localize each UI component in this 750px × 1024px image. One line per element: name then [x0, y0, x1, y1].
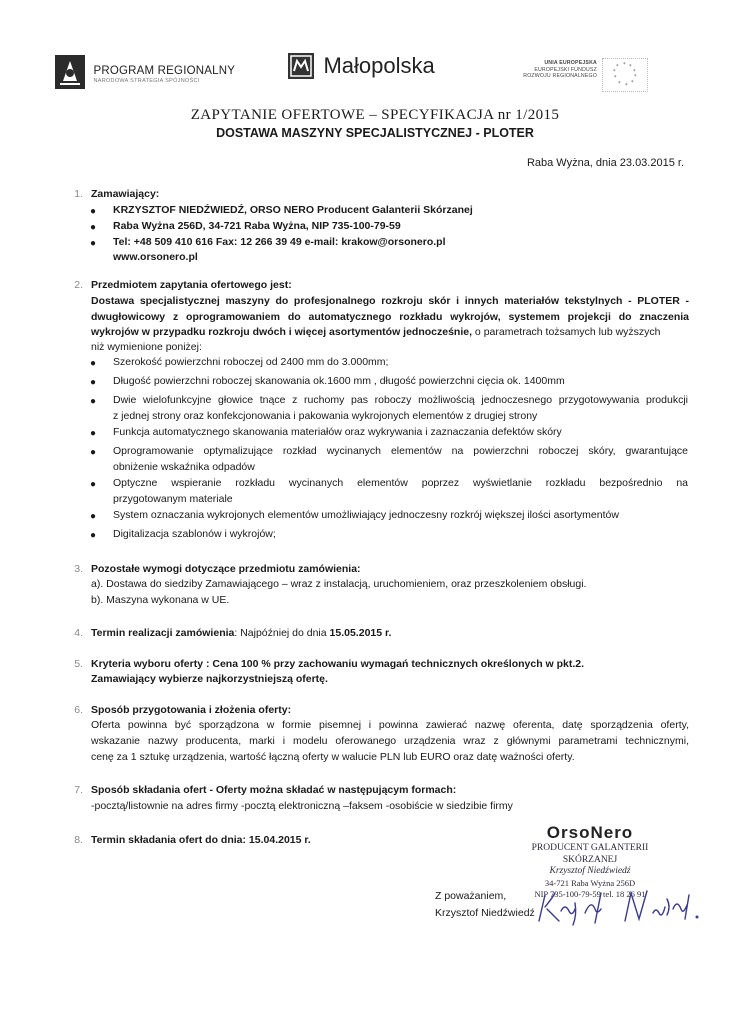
section-number: 2.: [74, 279, 83, 291]
bullet-icon: ●: [90, 222, 97, 233]
s2-bullet: System oznaczania wykrojonych elementów umożliwiający jednoczesny rozkrój większej ilości asortymentów: [113, 509, 619, 521]
section-4-line: [91, 626, 391, 642]
stamp-line: Krzysztof Niedźwiedź: [549, 866, 631, 876]
program-regionalny-title: PROGRAM REGIONALNY: [93, 65, 236, 77]
svg-text:*: *: [633, 69, 636, 75]
section-6-line: cenę za 1 sztukę urządzenia, wartość łączną oferty w walucie PLN lub EURO oraz datę ważności oferty.: [91, 751, 575, 763]
svg-text:*: *: [629, 64, 632, 70]
bullet-icon: ●: [90, 396, 97, 407]
s1-item: Raba Wyżna 256D, 34-721 Raba Wyżna, NIP 735-100-79-59: [113, 220, 401, 232]
s1-www: www.orsonero.pl: [113, 251, 198, 263]
s2-line3-rest: o parametrach tożsamych lub wyższych: [472, 326, 661, 338]
s2-bullet: Długość powierzchni roboczej skanowania ok.1600 mm , długość powierzchni cięcia ok. 1400mm: [113, 375, 565, 387]
section-6-line: Oferta powinna być sporządzona w formie pisemnej i powinna zawierać nazwę oferenta, datę sporządzenia oferty,: [91, 719, 689, 731]
program-regionalny-subtitle: NARODOWA STRATEGIA SPÓJNOŚCI: [93, 78, 200, 84]
svg-text:*: *: [625, 83, 628, 89]
date-line: Raba Wyżna, dnia 23.03.2015 r.: [526, 157, 684, 169]
s1-item: KRZYSZTOF NIEDŹWIEDŹ, ORSO NERO Producent Galanterii Skórzanej: [113, 204, 473, 216]
malopolska-emblem-icon: [288, 53, 314, 79]
section-number: 6.: [74, 704, 83, 716]
section-5-line: Zamawiający wybierze najkorzystniejszą ofertę.: [91, 673, 328, 685]
bullet-icon: ●: [90, 479, 97, 490]
s1-item: Tel: +48 509 410 616 Fax: 12 266 39 49 e-mail: krakow@orsonero.pl: [113, 236, 446, 248]
eu-line3: ROZWOJU REGIONALNEGO: [523, 73, 597, 79]
s2-bullet: Szerokość powierzchni roboczej od 2400 mm do 3.000mm;: [113, 356, 389, 368]
bullet-icon: ●: [90, 358, 97, 369]
section-number: 5.: [74, 658, 83, 670]
malopolska-name: Małopolska: [323, 53, 435, 78]
svg-text:*: *: [613, 69, 616, 75]
section-4-heading: Termin realizacji zamówienia: [91, 627, 235, 639]
section-number: 8.: [74, 834, 83, 846]
svg-text:*: *: [634, 74, 637, 80]
bullet-icon: ●: [90, 377, 97, 388]
section-4-date: 15.05.2015 r.: [329, 627, 392, 639]
s2-bullet: Dwie wielofunkcyjne głowice tnące z ruchomy pas roboczy możliwością jednoczesnego przygotowywania produkcji: [113, 394, 688, 406]
svg-text:*: *: [631, 80, 634, 86]
bullet-icon: ●: [90, 447, 97, 458]
program-regionalny-emblem-icon: [55, 55, 85, 89]
section-3-heading: Pozostałe wymogi dotyczące przedmiotu zamówienia:: [91, 563, 361, 575]
svg-text:*: *: [616, 64, 619, 70]
s2-bullet-cont: przygotowanym materiale: [113, 493, 233, 505]
bullet-icon: ●: [90, 428, 97, 439]
orsonero-logo: OrsoNero: [546, 823, 634, 842]
eu-logo: [512, 58, 652, 92]
section-4-rest: : Najpóźniej do dnia: [234, 627, 330, 639]
section-5-line: Kryteria wyboru oferty : Cena 100 % przy zachowaniu wymagań technicznych określonych w pkt.2.: [91, 658, 585, 670]
section-2-heading: Przedmiotem zapytania ofertowego jest:: [91, 279, 292, 291]
program-regionalny-logo: [55, 55, 245, 95]
s3-item-b: b). Maszyna wykonana w UE.: [91, 594, 230, 606]
s2-bullet-cont: z jednej strony oraz konfekcjonowania i pakowania wykrojonych elementów z drugiej strony: [113, 410, 538, 422]
document-title: ZAPYTANIE OFERTOWE – SPECYFIKACJA nr 1/2015: [190, 107, 560, 123]
eu-flag-icon: [602, 58, 648, 92]
section-number: 4.: [74, 627, 83, 639]
stamp-line: PRODUCENT GALANTERII SKÓRZANEJ: [531, 843, 649, 865]
s2-bullet: Funkcja automatycznego skanowania materiałów oraz wykrywania i zaznaczania defektów skóry: [113, 426, 562, 438]
svg-text:*: *: [623, 62, 626, 68]
section-7-line: -pocztą/listownie na adres firmy -pocztą elektroniczną –faksem -osobiście w siedzibie firmy: [91, 800, 513, 812]
s3-item-a: a). Dostawa do siedziby Zamawiającego – wraz z instalacją, uruchomieniem, oraz przeszkoleniem obsługi.: [91, 578, 587, 590]
handwritten-signature: [535, 883, 705, 928]
bullet-icon: ●: [90, 206, 97, 217]
closing: [435, 888, 535, 922]
eu-line1: UNIA EUROPEJSKA: [544, 60, 597, 66]
s2-bullet: Optyczne wspieranie rozkładu wycinanych elementów poprzez wyświetlanie rozkładu bezpośrednio na: [113, 477, 688, 489]
eu-line2: EUROPEJSKI FUNDUSZ: [534, 66, 597, 73]
closing-name: Krzysztof Niedźwiedź: [435, 907, 535, 919]
stamp-line: NIP 735-100-79-59 tel. 18 26 91: [534, 889, 646, 899]
s2-bullet: Oprogramowanie optymalizujące rozkład wycinanych elementów na powierzchni roboczej skóry, gwarantujące: [113, 445, 688, 457]
section-1-heading: Zamawiający:: [91, 188, 160, 200]
document-subtitle: DOSTAWA MASZYNY SPECJALISTYCZNEJ - PLOTER: [216, 126, 534, 140]
s2-bullet-cont: obniżenie wskaźnika odpadów: [113, 461, 255, 473]
s2-line3: [91, 325, 689, 341]
section-7-heading: Sposób składania ofert - Oferty można składać w następującym formach:: [91, 784, 457, 796]
closing-regards: Z poważaniem,: [435, 890, 507, 902]
section-number: 1.: [74, 188, 83, 200]
svg-text:*: *: [614, 75, 617, 81]
stamp-line: 34-721 Raba Wyżna 256D: [544, 877, 636, 888]
bullet-icon: ●: [90, 238, 97, 249]
s2-line3-bold: wykrojów w przypadku rozkroju dwóch i więcej asortymentów jednocześnie,: [91, 326, 473, 338]
malopolska-logo: [288, 53, 435, 89]
section-6-line: wskazanie nazwy producenta, marki i modelu oferowanego urządzenia wraz z głównymi parametrami technicznymi,: [91, 735, 689, 747]
section-number: 3.: [74, 563, 83, 575]
s2-bullet: Digitalizacja szablonów i wykrojów;: [113, 528, 276, 540]
s2-line: Dostawa specjalistycznej maszyny do profesjonalnego rozkroju skór i innych materiałów tekstylnych - PLOTER -: [91, 295, 689, 307]
section-8-text: Termin składania ofert do dnia: 15.04.2015 r.: [91, 834, 311, 846]
bullet-icon: ●: [90, 530, 97, 541]
section-6-heading: Sposób przygotowania i złożenia oferty:: [91, 704, 292, 716]
svg-text:*: *: [618, 81, 621, 87]
s2-line: niż wymienione poniżej:: [91, 341, 202, 353]
bullet-icon: ●: [90, 511, 97, 522]
s2-line: dwugłowicowy z oprogramowaniem do automatycznego rozkładu wykrojów, systemem projekcji do znaczenia: [91, 311, 689, 323]
section-number: 7.: [74, 784, 83, 796]
